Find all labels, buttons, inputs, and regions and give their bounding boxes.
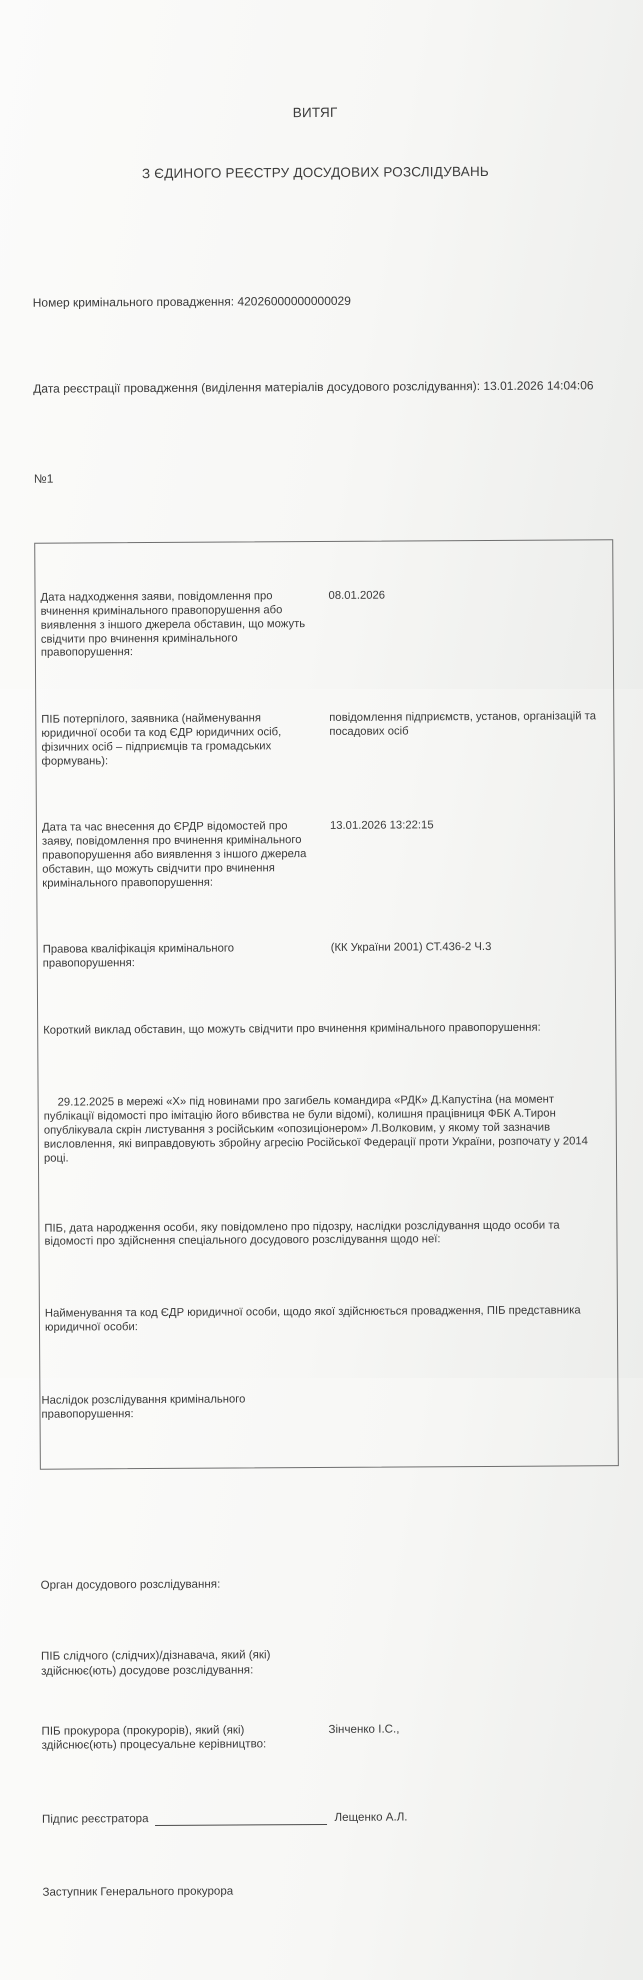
case-number-line xyxy=(33,292,608,310)
signature-line xyxy=(154,1812,326,1826)
investigation-body-row xyxy=(41,1576,616,1594)
investigator-value xyxy=(328,1646,616,1677)
document-title-line1: ВИТЯГ xyxy=(292,104,338,120)
case-details-table xyxy=(34,539,619,1469)
field-value: 08.01.2026 xyxy=(328,589,386,602)
record-number: №1 xyxy=(33,471,54,486)
registration-datetime-value: 13.01.2026 14:04:06 xyxy=(483,377,594,393)
field-value: 13.01.2026 13:22:15 xyxy=(329,819,434,833)
registrar-signature-row xyxy=(42,1809,617,1827)
registrar-name: Лещенко А.Л. xyxy=(334,1810,408,1825)
summary-heading: Короткий виклад обставин, що можуть свідчити про вчинення кримінального правопорушення: xyxy=(43,1021,541,1037)
registration-date-label: Дата реєстрації провадження (виділення матеріалів досудового розслідування): xyxy=(33,378,481,396)
table-row-intake-date xyxy=(41,588,605,661)
case-number-label: Номер кримінального провадження: xyxy=(32,294,235,310)
investigator-row xyxy=(41,1646,616,1678)
document-title-line2: З ЄДИНОГО РЕЄСТРУ ДОСУДОВИХ РОЗСЛІДУВАНЬ xyxy=(141,164,489,182)
prosecutor-label: ПІБ прокурора (прокурорів), який (які) здійснює(ють) процесуальне керівництво: xyxy=(41,1723,267,1752)
table-row-legal-qualification xyxy=(43,941,607,972)
legal-entity-label: Найменування та код ЄДР юридичної особи, щодо якої здійснюється провадження, ПІБ представника юридичної особи: xyxy=(44,1304,584,1334)
case-number-value: 42026000000000029 xyxy=(237,293,351,309)
table-row-erdr-entry-datetime xyxy=(42,819,606,892)
prosecutor-row xyxy=(41,1721,616,1753)
suspect-info-label: ПІБ, дата народження особи, яку повідомлено про підозру, наслідки розслідування щодо особи та відомості про здійснення спеціального досудового розслідування щодо неї: xyxy=(44,1219,563,1249)
deputy-prosecutor-general-label: Заступник Генерального прокурора xyxy=(42,1884,234,1899)
field-label: ПІБ потерпілого, заявника (найменування юридичної особи та код ЄДР юридичних осіб, фізичних осіб – підприємців та громадських формувань): xyxy=(41,712,285,768)
investigation-outcome-label: Наслідок розслідування кримінального правопорушення: xyxy=(41,1393,249,1422)
field-value: (КК України 2001) СТ.436-2 Ч.3 xyxy=(330,941,492,955)
field-label: Дата та час внесення до ЄРДР відомостей про заяву, повідомлення про вчинення кримінального правопорушення або виявлення з іншого джерела обставин, що можуть свідчити про вчинення кримінального правопорушення: xyxy=(41,820,310,890)
investigation-body-value xyxy=(328,1576,616,1592)
field-label: Правова кваліфікація кримінального правопорушення: xyxy=(42,942,238,970)
registrar-signature-label: Підпис реєстратора xyxy=(41,1812,149,1826)
field-value: повідомлення підприємств, установ, організацій та посадових осіб xyxy=(329,710,600,738)
summary-text: 29.12.2025 в мережі «Х» під новинами про загибель командира «РДК» Д.Капустіна (на момент публікації відомості про імітацію його вбивства не були відомі), колишня працівниця ФБК А.Тирон опублікувала скрін листування з російським «опозиціонером» Л.Волковим, у якому той зазначив висловлення, які виправдовують збройну агресію Російської Федерації проти України, розпочату у 2014 році. xyxy=(43,1093,592,1165)
document-title xyxy=(0,60,632,226)
document-footer xyxy=(40,1532,617,1944)
prosecutor-value: Зінченко І.С., xyxy=(328,1722,400,1736)
registration-date-line xyxy=(33,378,608,396)
field-label: Дата надходження заяви, повідомлення про вчинення кримінального правопорушення або виявлення з іншого джерела обставин, що можуть свідчити про вчинення кримінального правопорушення: xyxy=(40,590,309,660)
table-row-victim-applicant xyxy=(41,710,605,769)
investigator-label: ПІБ слідчого (слідчих)/дізнавача, який (які) здійснює(ють) досудове розслідування: xyxy=(40,1648,274,1678)
investigation-body-label: Орган досудового розслідування: xyxy=(40,1577,221,1593)
